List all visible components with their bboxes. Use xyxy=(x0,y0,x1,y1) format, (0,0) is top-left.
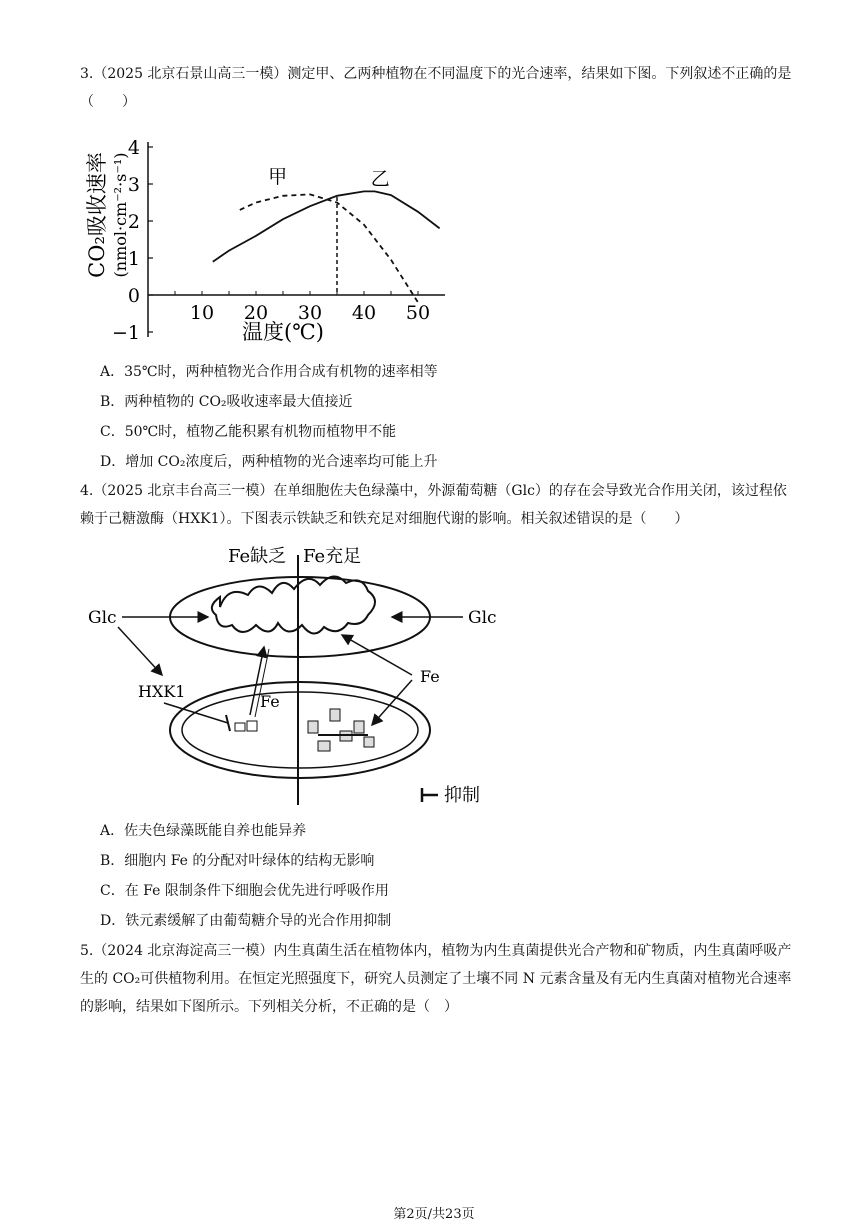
label-inhibit: 抑制 xyxy=(444,785,480,806)
y-tick-label: 2 xyxy=(127,211,140,233)
label-fe-right: Fe xyxy=(420,667,440,686)
q3-option-a: A．35℃时，两种植物光合作用合成有机物的速率相等 xyxy=(100,364,438,380)
series-line-2 xyxy=(213,191,440,261)
label-glc-left: Glc xyxy=(88,608,117,628)
y-tick-label: −1 xyxy=(111,322,140,344)
q3-option-c: C．50℃时，植物乙能积累有机物而植物甲不能 xyxy=(100,424,397,440)
y-axis-label-2: (nmol·cm⁻²·s⁻¹) xyxy=(111,152,130,278)
question-5-stem: 5.（2024 北京海淀高三一模）内生真菌生活在植物体内，植物为内生真菌提供光合产物和矿物质，内生真菌呼吸产生的 CO₂可供植物利用。在恒定光照强度下，研究人员测定了土壤不同 N 元素含量及有无内生真菌对植物光合速率的影响，结果如下图所示。下列相关分析，不正确的是（ ） xyxy=(80,943,792,1015)
y-tick-label: 3 xyxy=(127,174,140,196)
inhibit-legend xyxy=(422,785,480,806)
q3-chart xyxy=(80,125,431,355)
series-line-1 xyxy=(240,194,418,302)
arrow-glc-to-hxk1 xyxy=(118,627,162,675)
complex-right xyxy=(308,709,374,751)
q3-option-b: B．两种植物的 CO₂吸收速率最大值接近 xyxy=(100,394,353,410)
question-3-stem: 3.（2025 北京石景山高三一模）测定甲、乙两种植物在不同温度下的光合速率，结果如下图。下列叙述不正确的是（ ） xyxy=(80,66,792,110)
series-label-yi: 乙 xyxy=(370,168,390,190)
chloroplast xyxy=(170,576,430,657)
label-glc-right: Glc xyxy=(468,608,497,628)
page-footer: 第2页/共23页 xyxy=(393,1207,475,1222)
q4-option-d: D．铁元素缓解了由葡萄糖介导的光合作用抑制 xyxy=(100,913,392,929)
label-hxk1: HXK1 xyxy=(138,682,186,701)
q4-option-c: C．在 Fe 限制条件下细胞会优先进行呼吸作用 xyxy=(100,883,389,899)
q4-option-b: B．细胞内 Fe 的分配对叶绿体的结构无影响 xyxy=(100,853,375,869)
complex-left xyxy=(235,721,257,731)
x-tick-label: 50 xyxy=(405,302,431,324)
x-tick-label: 20 xyxy=(243,302,269,324)
q3-option-d: D．增加 CO₂浓度后，两种植物的光合速率均可能上升 xyxy=(100,454,438,470)
label-fe-left: Fe xyxy=(260,692,280,711)
series-label-jia: 甲 xyxy=(268,166,288,188)
x-axis-label: 温度(℃) xyxy=(242,320,324,344)
x-tick-label: 40 xyxy=(351,302,377,324)
y-axis-label-1: CO₂吸收速率 xyxy=(85,152,109,278)
q4-diagram xyxy=(80,535,520,810)
x-tick-label: 10 xyxy=(189,302,215,324)
y-tick-label: 4 xyxy=(127,137,140,159)
y-tick-label: 0 xyxy=(127,285,140,307)
question-4-stem: 4.（2025 北京丰台高三一模）在单细胞佐夫色绿藻中，外源葡萄糖（Glc）的存在会导致光合作用关闭，该过程依赖于己糖激酶（HXK1）。下图表示铁缺乏和铁充足对细胞代谢的影响。相关叙述错误的是（ ） xyxy=(80,483,787,527)
y-tick-label: 1 xyxy=(127,248,140,270)
q4-option-a: A．佐夫色绿藻既能自养也能异养 xyxy=(100,823,307,839)
label-fe-deficient: Fe缺乏 xyxy=(228,546,287,567)
x-tick-label: 30 xyxy=(297,302,323,324)
mitochondrion xyxy=(170,682,430,778)
label-fe-sufficient: Fe充足 xyxy=(303,546,362,567)
